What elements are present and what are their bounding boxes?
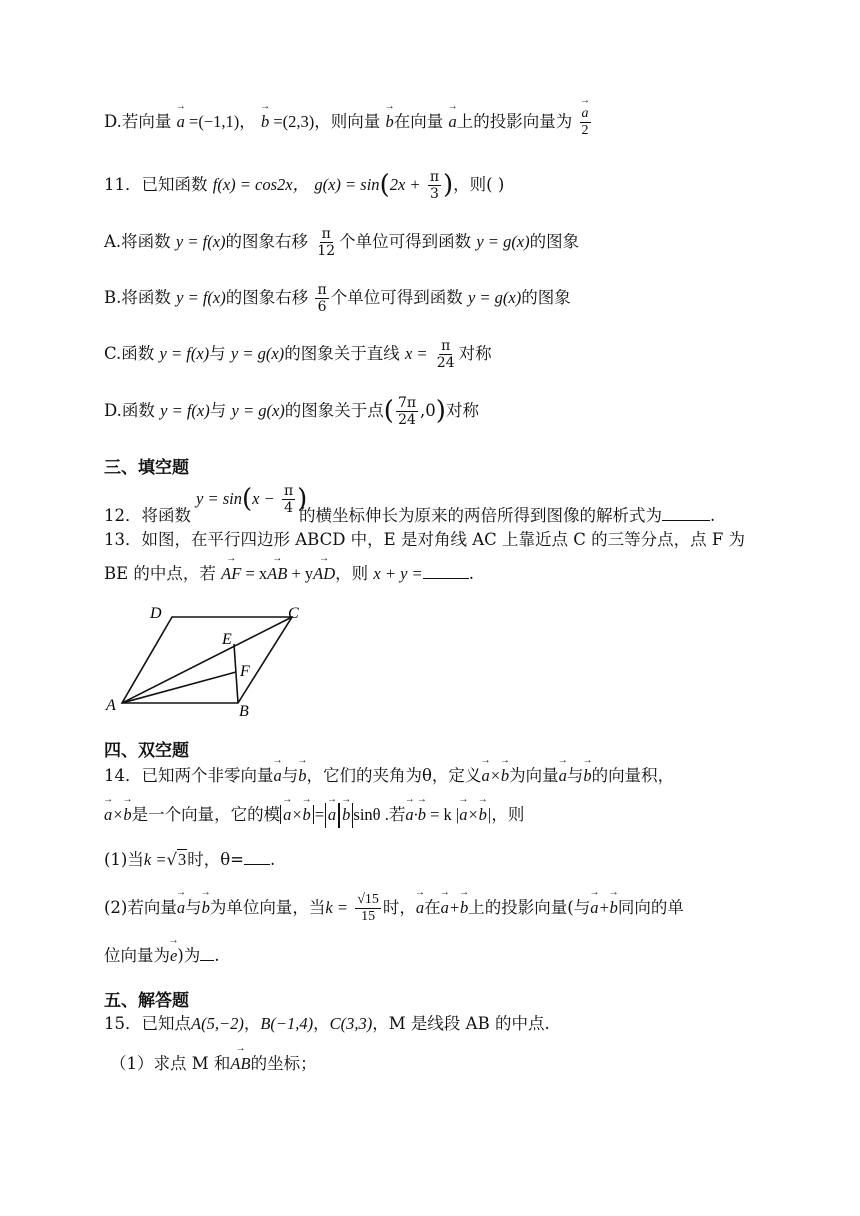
projection-fraction: → $\frac{a}{2}$ <box>580 106 591 139</box>
section-heading-solve: 五、解答题 <box>104 991 189 1011</box>
q11-option-b: B.将函数 y = f(x)的图象右移 $\frac{\pi}{6}$ 个单位可得到函数 y = g(x)的图象 <box>104 282 571 316</box>
label-b: B <box>239 703 249 720</box>
q14-part2-cont: 位向量为→ e)为 . <box>104 944 760 969</box>
q12-function: y = sin(x − $\frac{\pi}{4}$ ) <box>196 482 308 516</box>
label-c: C <box>288 605 299 622</box>
q15-part1: （1）求点 M 和→ AB的坐标； <box>110 1052 760 1077</box>
q14-part1: (1)当k =√3时，θ= . <box>104 850 276 869</box>
answer-blank <box>662 520 710 521</box>
q11-stem: 11．已知函数 f(x) = cos2x， g(x) = sin(2x + $\frac{\pi}{3}$ )，则( ) <box>104 168 505 202</box>
q10-option-d: D.若向量 → a =(−1,1)， → b =(2,3)，则向量 → b在向量 → a上的投影向量为 → $\frac{a}{2}$ <box>104 106 760 139</box>
label-d: D <box>150 605 162 622</box>
q14-line2: → a×→ b是一个向量，它的模→ a×→ b =→ a→ b sinθ .若→ a·→ b = k |→ a×→ b|，则 <box>104 803 760 828</box>
section-heading-fill-in: 三、填空题 <box>104 458 189 478</box>
answer-blank <box>423 578 469 579</box>
answer-blank-2 <box>200 960 214 961</box>
q11-option-d: D.函数 y = f(x)与 y = g(x)的图象关于点( $\frac{7\pi}{24}$ ,0)对称 <box>104 394 479 428</box>
q13-line2: BE 的中点，若 → AF = x→ AB + y→ AD，则 x + y = . <box>104 562 760 587</box>
vector-a: → a <box>177 110 185 135</box>
q14-part2: (2)若向量→ a与→ b为单位向量，当k = $\frac{√15}{15}$ 时，→ a在→ a+→ b上的投影向量(与→ a+→ b同向的单 <box>104 892 760 925</box>
q11-option-a: A.将函数 y = f(x)的图象右移 $\frac{\pi}{12}$ 个单位可得到函数 y = g(x)的图象 <box>104 226 580 260</box>
vector-b: → b <box>261 110 269 135</box>
q15-stem: 15．已知点A(5,−2)，B(−1,4)，C(3,3)，M 是线段 AB 的中点. <box>104 1014 550 1033</box>
label-f: F <box>240 663 250 680</box>
parallelogram-figure <box>100 600 320 722</box>
q14-line1: 14．已知两个非零向量→ a与→ b，它们的夹角为θ，定义→ a×→ b为向量→ a与→ b的向量积， <box>104 764 760 789</box>
label-a: A <box>106 697 116 714</box>
label-e: E <box>222 631 232 648</box>
segment-be <box>234 644 238 703</box>
q11-option-c: C.函数 y = f(x)与 y = g(x)的图象关于直线 x = $\frac{\pi}{24}$ 对称 <box>104 338 492 372</box>
q13-line1: 13．如图，在平行四边形 ABCD 中，E 是对角线 AC 上靠近点 C 的三等分点，点 F 为 <box>104 530 746 549</box>
segment-af <box>122 672 236 703</box>
section-heading-double-blank: 四、双空题 <box>104 741 189 761</box>
q12-stem: 12．将函数 的横坐标伸长为原来的两倍所得到图像的解析式为 . <box>104 506 716 525</box>
answer-blank-1 <box>244 864 270 865</box>
